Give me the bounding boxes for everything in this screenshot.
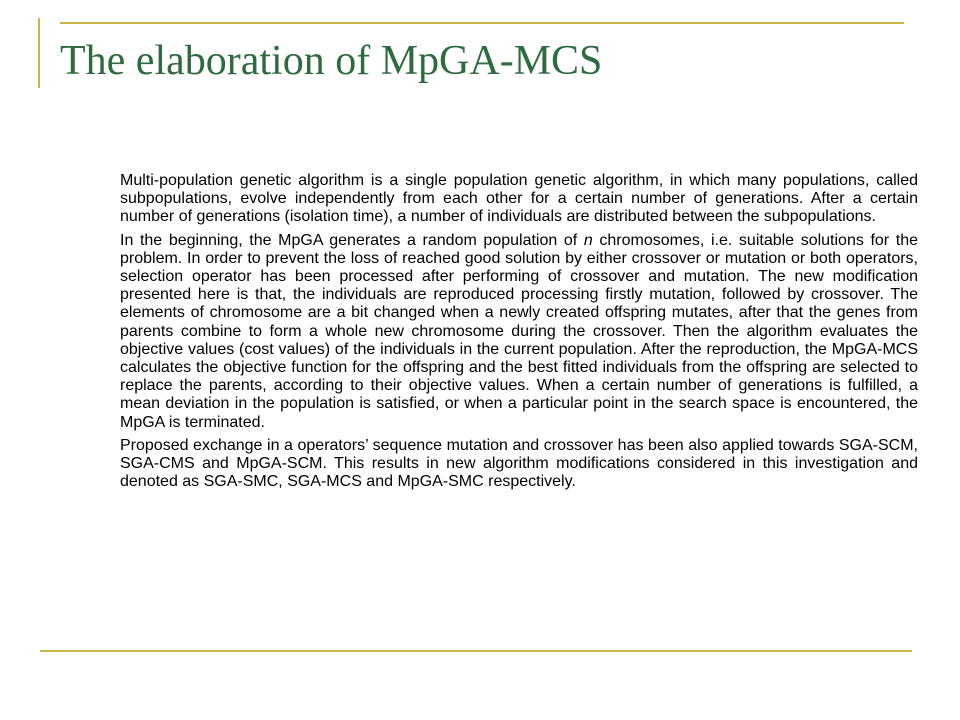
italic-variable-n: n [583, 231, 593, 249]
paragraph-mpga-description [120, 232, 918, 432]
slide-title: The elaboration of MpGA-MCS [60, 38, 603, 84]
paragraph-text-part: chromosomes, i.e. suitable solutions for the problem. In order to prevent the loss of reached good solution by either crossover or mutation or both operators, selection operator has been processed after performing of crossover and mutation. The new modification presented here is that, the individuals are reproduced processing firstly mutation, followed by crossover. The elements of chromosome are a bit changed when a newly created offspring mutates, after that the genes from parents combine to form a whole new chromosome during the crossover. Then the algorithm evaluates the objective values (cost values) of the individuals in the current population. After the reproduction, the MpGA-MCS calculates the objective function for the offspring and the best fitted individuals from the offspring are selected to replace the parents, according to their objective values. When a certain number of generations is fulfilled, a mean deviation in the population is satisfied, or when a particular point in the search space is encountered, the MpGA is terminated. [120, 231, 918, 431]
top-accent-rule [60, 22, 904, 24]
left-accent-rule [38, 18, 40, 88]
paragraph-multi-population: Multi-population genetic algorithm is a single population genetic algorithm, in which many populations, called subpopulations, evolve independently from each other for a certain number of generations. After a certain number of generations (isolation time), a number of individuals are distributed between the subpopulations. [120, 172, 918, 226]
bottom-accent-rule [40, 650, 912, 652]
paragraph-text-part: In the beginning, the MpGA generates a random population of [120, 231, 584, 249]
slide-body [120, 172, 918, 496]
paragraph-operator-exchange: Proposed exchange in a operators’ sequence mutation and crossover has been also applied towards SGA-SCM, SGA-CMS and MpGA-SCM. This results in new algorithm modifications considered in this investigation and denoted as SGA-SMC, SGA-MCS and MpGA-SMC respectively. [120, 436, 918, 491]
